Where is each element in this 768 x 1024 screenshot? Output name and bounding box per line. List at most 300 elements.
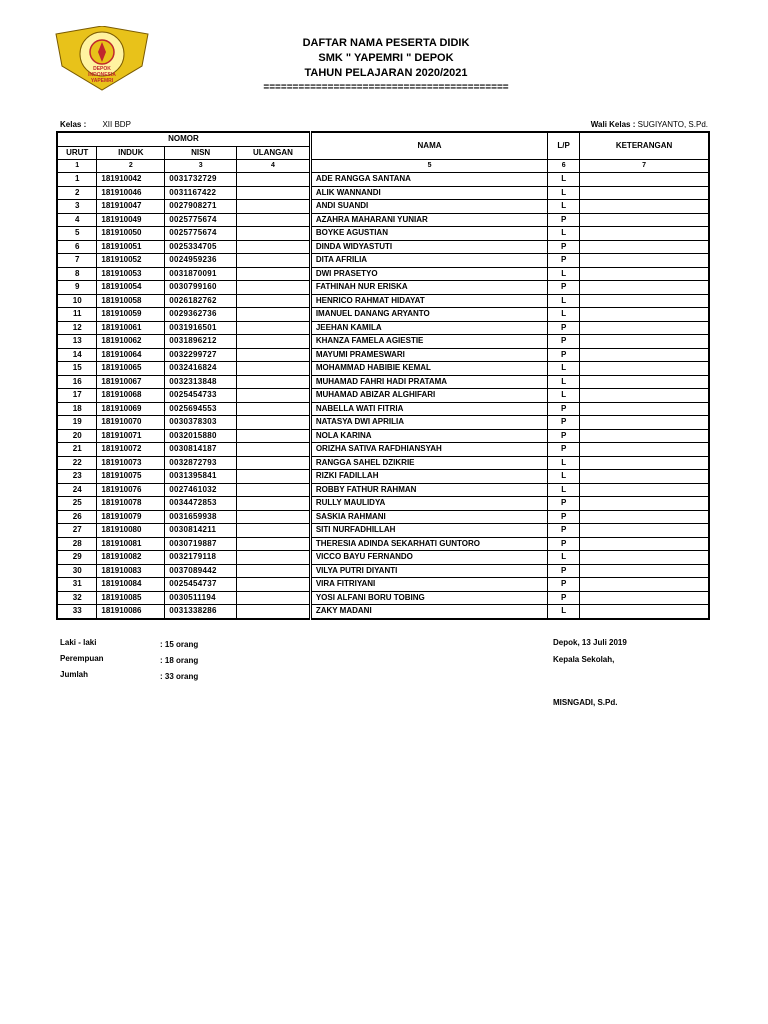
school-logo [54,26,150,92]
cell-urut: 3 [57,200,97,214]
cell-induk: 181910082 [97,551,165,565]
cell-ulangan [237,605,311,619]
cell-keterangan [580,308,709,322]
cell-nama: ROBBY FATHUR RAHMAN [310,483,547,497]
cell-induk: 181910065 [97,362,165,376]
cell-nisn: 0025454733 [165,389,237,403]
cell-nisn: 0032313848 [165,375,237,389]
cell-nama: ADE RANGGA SANTANA [310,173,547,187]
cell-lp: P [548,281,580,295]
cell-nisn: 0031338286 [165,605,237,619]
cell-urut: 33 [57,605,97,619]
cell-urut: 4 [57,213,97,227]
cell-induk: 181910050 [97,227,165,241]
class-value: XII BDP [102,120,131,129]
table-row [57,443,709,457]
cell-lp: P [548,213,580,227]
homeroom-teacher [591,120,708,129]
table-row [57,254,709,268]
cell-nisn: 0032416824 [165,362,237,376]
table-row [57,605,709,619]
cell-urut: 10 [57,294,97,308]
student-table [56,131,710,620]
table-row [57,389,709,403]
cell-nama: YOSI ALFANI BORU TOBING [310,591,547,605]
logo-text-3: YAPEMRI [90,78,114,84]
cell-nisn: 0025694553 [165,402,237,416]
header-lp: L/P [548,132,580,160]
cell-urut: 11 [57,308,97,322]
cell-induk: 181910079 [97,510,165,524]
header-urut: URUT [57,146,97,160]
header-nomor: NOMOR [57,132,310,146]
sign-place-date: Depok, 13 Juli 2019 [553,638,627,647]
cell-lp: P [548,240,580,254]
table-row [57,227,709,241]
cell-keterangan [580,335,709,349]
cell-ulangan [237,564,311,578]
summary-female [60,654,260,670]
cell-urut: 21 [57,443,97,457]
cell-lp: L [548,267,580,281]
cell-nama: RULLY MAULIDYA [310,497,547,511]
table-row [57,348,709,362]
cell-nama: IMANUEL DANANG ARYANTO [310,308,547,322]
table-row [57,213,709,227]
cell-urut: 20 [57,429,97,443]
cell-nisn: 0025775674 [165,227,237,241]
cell-urut: 19 [57,416,97,430]
cell-ulangan [237,537,311,551]
cell-nama: MOHAMMAD HABIBIE KEMAL [310,362,547,376]
col-index: 3 [165,160,237,173]
summary-total [60,670,260,686]
cell-ulangan [237,456,311,470]
cell-lp: P [548,497,580,511]
table-row [57,173,709,187]
cell-keterangan [580,281,709,295]
cell-keterangan [580,537,709,551]
cell-nama: ORIZHA SATIVA RAFDHIANSYAH [310,443,547,457]
cell-nisn: 0025775674 [165,213,237,227]
cell-induk: 181910072 [97,443,165,457]
cell-urut: 28 [57,537,97,551]
cell-nama: ZAKY MADANI [310,605,547,619]
cell-keterangan [580,389,709,403]
cell-keterangan [580,375,709,389]
cell-induk: 181910059 [97,308,165,322]
cell-nama: AZAHRA MAHARANI YUNIAR [310,213,547,227]
cell-urut: 7 [57,254,97,268]
cell-urut: 22 [57,456,97,470]
cell-lp: L [548,186,580,200]
table-row [57,497,709,511]
cell-nama: VILYA PUTRI DIYANTI [310,564,547,578]
table-row [57,321,709,335]
cell-nisn: 0030511194 [165,591,237,605]
cell-urut: 27 [57,524,97,538]
cell-keterangan [580,470,709,484]
cell-nisn: 0027908271 [165,200,237,214]
cell-urut: 26 [57,510,97,524]
cell-induk: 181910061 [97,321,165,335]
header-keterangan: KETERANGAN [580,132,709,160]
cell-urut: 30 [57,564,97,578]
cell-induk: 181910068 [97,389,165,403]
cell-nama: SITI NURFADHILLAH [310,524,547,538]
cell-ulangan [237,483,311,497]
header-induk: INDUK [97,146,165,160]
cell-ulangan [237,389,311,403]
cell-induk: 181910073 [97,456,165,470]
cell-lp: L [548,375,580,389]
cell-lp: L [548,294,580,308]
cell-ulangan [237,186,311,200]
cell-induk: 181910062 [97,335,165,349]
cell-lp: P [548,254,580,268]
cell-lp: L [548,200,580,214]
cell-ulangan [237,497,311,511]
cell-nama: HENRICO RAHMAT HIDAYAT [310,294,547,308]
cell-ulangan [237,429,311,443]
summary-male [60,638,260,654]
cell-nisn: 0029362736 [165,308,237,322]
title-rule: ========================================== [263,82,509,93]
cell-ulangan [237,362,311,376]
col-index: 6 [548,160,580,173]
cell-keterangan [580,254,709,268]
cell-lp: P [548,416,580,430]
cell-lp: P [548,321,580,335]
table-row [57,456,709,470]
cell-nama: FATHINAH NUR ERISKA [310,281,547,295]
summary-label: Perempuan [60,654,104,663]
cell-lp: L [548,389,580,403]
cell-lp: L [548,551,580,565]
cell-keterangan [580,591,709,605]
cell-keterangan [580,267,709,281]
cell-ulangan [237,213,311,227]
cell-urut: 24 [57,483,97,497]
cell-induk: 181910049 [97,213,165,227]
cell-keterangan [580,321,709,335]
table-row [57,335,709,349]
cell-nisn: 0024959236 [165,254,237,268]
table-row [57,551,709,565]
table-row [57,281,709,295]
cell-urut: 17 [57,389,97,403]
col-index: 1 [57,160,97,173]
cell-nisn: 0025334705 [165,240,237,254]
cell-nama: RIZKI FADILLAH [310,470,547,484]
cell-ulangan [237,551,311,565]
cell-nama: MUHAMAD FAHRI HADI PRATAMA [310,375,547,389]
cell-urut: 16 [57,375,97,389]
signature-block [553,638,627,707]
col-index: 2 [97,160,165,173]
cell-ulangan [237,173,311,187]
summary-value: : 15 orang [160,640,199,649]
sign-role: Kepala Sekolah, [553,655,615,664]
cell-keterangan [580,578,709,592]
cell-lp: L [548,173,580,187]
title-line-2: SMK " YAPEMRI " DEPOK [318,52,454,64]
cell-keterangan [580,240,709,254]
summary-label: Jumlah [60,670,89,679]
cell-urut: 18 [57,402,97,416]
cell-keterangan [580,227,709,241]
table-row [57,362,709,376]
logo-text-2: INDONESIA [88,72,116,78]
cell-ulangan [237,308,311,322]
gender-summary [60,638,260,686]
header-ulangan: ULANGAN [237,146,311,160]
cell-nisn: 0034472853 [165,497,237,511]
homeroom-value: SUGIYANTO, S.Pd. [637,120,708,129]
cell-nama: KHANZA FAMELA AGIESTIE [310,335,547,349]
cell-nama: ANDI SUANDI [310,200,547,214]
cell-keterangan [580,429,709,443]
cell-ulangan [237,281,311,295]
cell-ulangan [237,524,311,538]
cell-nisn: 0031732729 [165,173,237,187]
cell-keterangan [580,294,709,308]
cell-lp: P [548,537,580,551]
cell-nama: DITA AFRILIA [310,254,547,268]
cell-induk: 181910064 [97,348,165,362]
cell-induk: 181910053 [97,267,165,281]
cell-nama: DINDA WIDYASTUTI [310,240,547,254]
cell-ulangan [237,240,311,254]
cell-urut: 31 [57,578,97,592]
table-row [57,564,709,578]
cell-urut: 5 [57,227,97,241]
cell-nisn: 0032872793 [165,456,237,470]
header-nisn: NISN [165,146,237,160]
table-row [57,402,709,416]
cell-induk: 181910042 [97,173,165,187]
table-row [57,578,709,592]
col-index: 4 [237,160,311,173]
cell-induk: 181910080 [97,524,165,538]
cell-nisn: 0031659938 [165,510,237,524]
cell-induk: 181910081 [97,537,165,551]
cell-ulangan [237,254,311,268]
cell-nama: MAYUMI PRAMESWARI [310,348,547,362]
class-info [60,120,131,129]
cell-lp: P [548,591,580,605]
table-row [57,294,709,308]
table-row [57,200,709,214]
cell-nisn: 0031896212 [165,335,237,349]
table-row [57,537,709,551]
cell-ulangan [237,578,311,592]
cell-urut: 8 [57,267,97,281]
cell-nisn: 0025454737 [165,578,237,592]
cell-ulangan [237,321,311,335]
table-row [57,375,709,389]
cell-lp: P [548,335,580,349]
cell-ulangan [237,416,311,430]
cell-urut: 2 [57,186,97,200]
cell-lp: L [548,362,580,376]
cell-nisn: 0037089442 [165,564,237,578]
cell-nama: NATASYA DWI APRILIA [310,416,547,430]
cell-ulangan [237,348,311,362]
class-label: Kelas : [60,120,87,129]
cell-keterangan [580,402,709,416]
cell-nisn: 0026182762 [165,294,237,308]
cell-nama: NOLA KARINA [310,429,547,443]
cell-induk: 181910085 [97,591,165,605]
cell-urut: 12 [57,321,97,335]
cell-nama: BOYKE AGUSTIAN [310,227,547,241]
cell-nama: VIRA FITRIYANI [310,578,547,592]
cell-nama: DWI PRASETYO [310,267,547,281]
cell-urut: 29 [57,551,97,565]
cell-lp: L [548,483,580,497]
table-row [57,470,709,484]
cell-induk: 181910067 [97,375,165,389]
sign-name: MISNGADI, S.Pd. [553,698,618,707]
cell-nisn: 0031870091 [165,267,237,281]
cell-urut: 23 [57,470,97,484]
cell-induk: 181910076 [97,483,165,497]
cell-nama: MUHAMAD ABIZAR ALGHIFARI [310,389,547,403]
cell-nisn: 0031916501 [165,321,237,335]
cell-lp: L [548,470,580,484]
table-row [57,429,709,443]
cell-keterangan [580,605,709,619]
cell-nisn: 0032299727 [165,348,237,362]
cell-lp: P [548,429,580,443]
summary-value: : 33 orang [160,672,199,681]
cell-nama: THERESIA ADINDA SEKARHATI GUNTORO [310,537,547,551]
cell-keterangan [580,362,709,376]
cell-lp: L [548,456,580,470]
cell-induk: 181910084 [97,578,165,592]
table-row [57,267,709,281]
cell-induk: 181910071 [97,429,165,443]
cell-induk: 181910058 [97,294,165,308]
cell-nisn: 0030814211 [165,524,237,538]
cell-lp: P [548,578,580,592]
cell-keterangan [580,564,709,578]
table-row [57,483,709,497]
cell-nama: RANGGA SAHEL DZIKRIE [310,456,547,470]
cell-nisn: 0030719887 [165,537,237,551]
logo-text-1: DEPOK [93,66,111,72]
title-line-3: TAHUN PELAJARAN 2020/2021 [304,67,468,79]
cell-induk: 181910083 [97,564,165,578]
cell-ulangan [237,510,311,524]
cell-keterangan [580,483,709,497]
cell-urut: 9 [57,281,97,295]
cell-ulangan [237,443,311,457]
col-index: 7 [580,160,709,173]
table-row [57,240,709,254]
cell-keterangan [580,497,709,511]
summary-value: : 18 orang [160,656,199,665]
cell-induk: 181910046 [97,186,165,200]
cell-ulangan [237,200,311,214]
table-row [57,186,709,200]
cell-keterangan [580,348,709,362]
title-line-1: DAFTAR NAMA PESERTA DIDIK [302,37,470,49]
cell-ulangan [237,375,311,389]
cell-nama: ALIK WANNANDI [310,186,547,200]
table-row [57,510,709,524]
cell-keterangan [580,173,709,187]
cell-nisn: 0031167422 [165,186,237,200]
cell-induk: 181910069 [97,402,165,416]
cell-keterangan [580,456,709,470]
homeroom-label: Wali Kelas : [590,120,636,129]
cell-keterangan [580,443,709,457]
cell-lp: P [548,402,580,416]
cell-urut: 15 [57,362,97,376]
cell-urut: 14 [57,348,97,362]
table-row [57,591,709,605]
cell-nama: SASKIA RAHMANI [310,510,547,524]
cell-keterangan [580,200,709,214]
table-row [57,308,709,322]
cell-urut: 13 [57,335,97,349]
cell-lp: L [548,227,580,241]
cell-ulangan [237,267,311,281]
cell-induk: 181910054 [97,281,165,295]
cell-keterangan [580,524,709,538]
cell-keterangan [580,510,709,524]
document-header [230,36,542,93]
cell-lp: L [548,308,580,322]
cell-ulangan [237,294,311,308]
cell-ulangan [237,591,311,605]
cell-nisn: 0030799160 [165,281,237,295]
cell-lp: L [548,605,580,619]
table-row [57,416,709,430]
col-index: 5 [310,160,547,173]
cell-induk: 181910086 [97,605,165,619]
cell-induk: 181910070 [97,416,165,430]
cell-ulangan [237,470,311,484]
cell-induk: 181910052 [97,254,165,268]
cell-urut: 1 [57,173,97,187]
cell-nama: VICCO BAYU FERNANDO [310,551,547,565]
cell-ulangan [237,335,311,349]
cell-induk: 181910078 [97,497,165,511]
cell-nisn: 0030814187 [165,443,237,457]
header-nama: NAMA [310,132,547,160]
cell-lp: P [548,524,580,538]
cell-lp: P [548,510,580,524]
cell-keterangan [580,186,709,200]
cell-nisn: 0032015880 [165,429,237,443]
cell-urut: 32 [57,591,97,605]
cell-nama: JEEHAN KAMILA [310,321,547,335]
cell-ulangan [237,227,311,241]
cell-ulangan [237,402,311,416]
cell-nisn: 0030378303 [165,416,237,430]
table-row [57,524,709,538]
summary-label: Laki - laki [60,638,97,647]
cell-induk: 181910075 [97,470,165,484]
cell-keterangan [580,551,709,565]
cell-induk: 181910047 [97,200,165,214]
cell-induk: 181910051 [97,240,165,254]
cell-urut: 6 [57,240,97,254]
cell-nisn: 0027461032 [165,483,237,497]
